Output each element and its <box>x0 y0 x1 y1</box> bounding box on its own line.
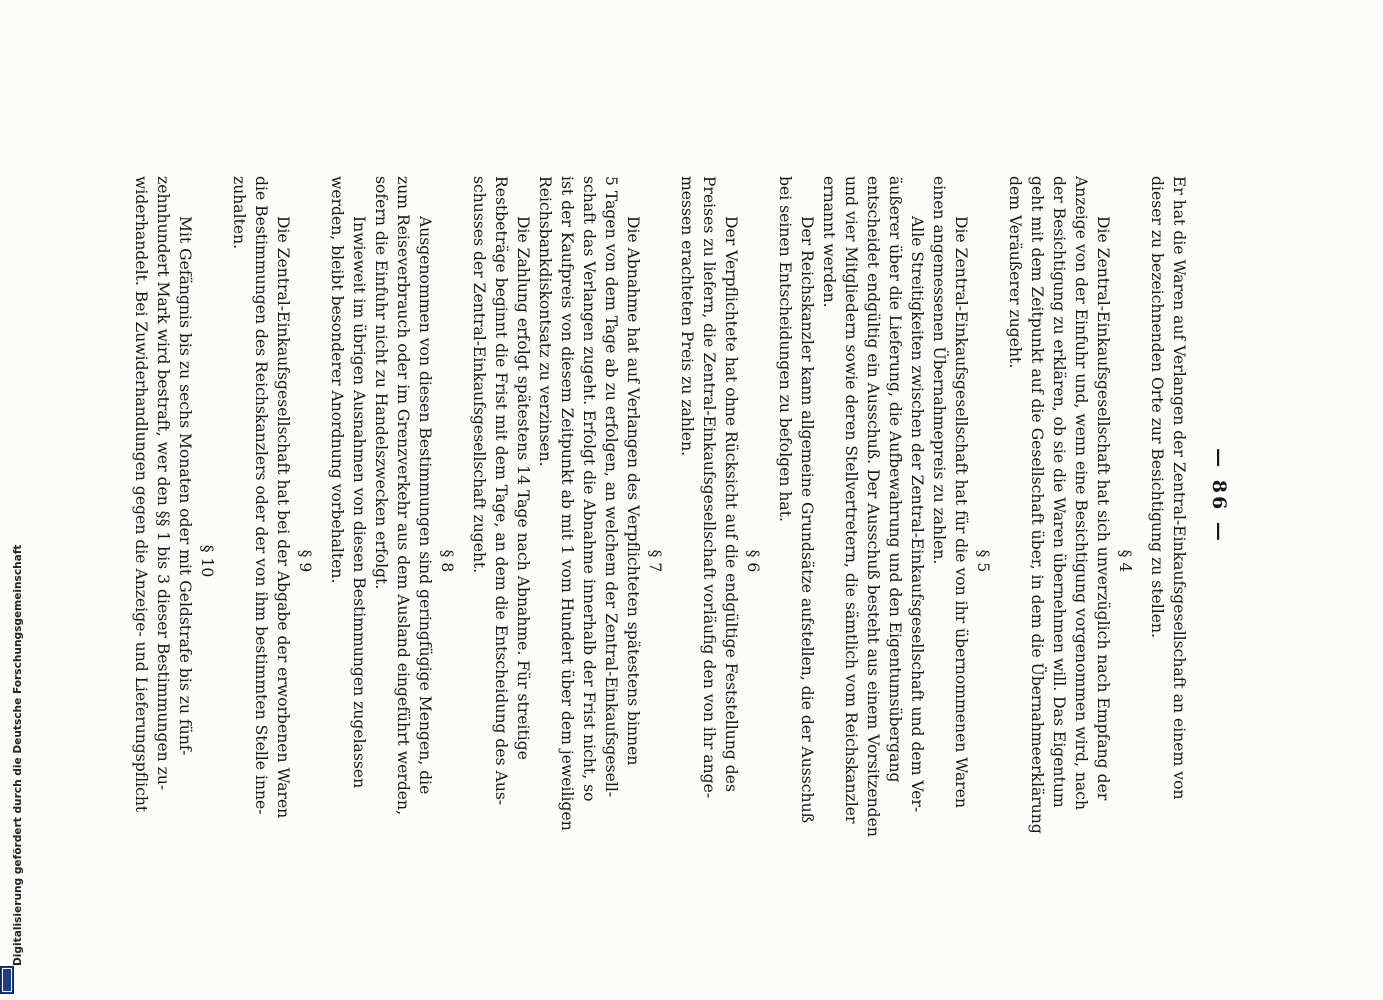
p5-line-3: Alle Streitigkeiten zwischen der Zentral-Einkaufsgesellschaft und dem Ver- <box>908 216 926 813</box>
p5-line-5: entscheidet endgültig ein Ausschuß. Der Ausschuß besteht aus einem Vorsitzenden <box>864 176 882 837</box>
intro-line-1: Er hat die Waren auf Verlangen der Zentral-Einkaufsgesellschaft an einem von <box>1170 176 1188 800</box>
digitization-credit <box>0 544 24 966</box>
p9-line-1: Die Zentral-Einkaufsgesellschaft hat bei der Abgabe der erworbenen Waren <box>274 216 292 819</box>
p4-line-3: der Besichtigung zu erklären, ob sie die Waren übernehmen will. Das Eigentum <box>1050 176 1068 808</box>
page-number: — 86 — <box>1208 448 1230 544</box>
p8-line-2: zum Reiseverbrauch oder im Grenzverkehr aus dem Ausland eingeführt werden, <box>394 176 412 816</box>
p9-line-2: die Bestimmungen des Reichskanzlers oder der von ihm bestimmten Stelle inne- <box>252 176 270 815</box>
section-heading-10: § 10 <box>198 544 216 578</box>
p4-line-1: Die Zentral-Einkaufsgesellschaft hat sich unverzüglich nach Empfang der <box>1094 216 1112 801</box>
p8-line-5: werden, bleibt besonderer Anordnung vorbehalten. <box>328 176 346 584</box>
p7-line-3: schaft das Verlangen zugeht. Erfolgt die Abnahme innerhalb der Frist nicht, so <box>580 176 598 802</box>
section-heading-4: § 4 <box>1116 549 1134 573</box>
p4-line-4: geht mit dem Zeitpunkt auf die Gesellschaft über, in dem die Übernahmeerklärung <box>1028 176 1046 834</box>
p4-line-2: Anzeige von der Einfuhr und, wenn eine Besichtigung vorgenommen wird, nach <box>1072 176 1090 811</box>
section-heading-6: § 6 <box>744 549 762 573</box>
p10-line-2: zehnhundert Mark wird bestraft, wer den §§ 1 bis 3 dieser Bestimmungen zu- <box>154 176 172 791</box>
p6-line-2: Preises zu liefern, die Zentral-Einkaufsgesellschaft vorläufig den von ihr ange- <box>700 176 718 799</box>
p8-line-3: sofern die Einfuhr nicht zu Handelszwecken erfolgt. <box>372 176 390 590</box>
p9-line-3: zuhalten. <box>230 176 248 250</box>
p7-line-8: schusses der Zentral-Einkaufsgesellschaft zugeht. <box>470 176 488 574</box>
p7-line-5: Reichsbankdiskontsatz zu verzinsen. <box>536 176 554 467</box>
p5-line-1: Die Zentral-Einkaufsgesellschaft hat für die von ihr übernommenen Waren <box>952 216 970 809</box>
p5-line-8: Der Reichskanzler kann allgemeine Grundsätze aufstellen, die der Ausschuß <box>798 216 816 824</box>
p6-line-3: messen erachteten Preis zu zahlen. <box>678 176 696 457</box>
p7-line-6: Die Zahlung erfolgt spätestens 14 Tage nach Abnahme. Für streitige <box>514 216 532 760</box>
p7-line-7: Restbeträge beginnt die Frist mit dem Tage, an dem die Entscheidung des Aus- <box>492 176 510 806</box>
dfg-logo-icon <box>0 966 14 994</box>
rotated-text-block <box>130 176 1230 976</box>
p6-line-1: Der Verpflichtete hat ohne Rücksicht auf die endgültige Feststellung des <box>722 216 740 793</box>
p7-line-2: 5 Tagen von dem Tage ab zu erfolgen, an welchem der Zentral-Einkaufsgesell- <box>602 176 620 798</box>
p4-line-5: dem Veräußerer zugeht. <box>1006 176 1024 369</box>
p8-line-1: Ausgenommen von diesen Bestimmungen sind geringfügige Mengen, die <box>416 216 434 795</box>
p7-line-4: ist der Kaufpreis von diesem Zeitpunkt ab mit 1 vom Hundert über dem jeweiligen <box>558 176 576 831</box>
p5-line-9: bei seinen Entscheidungen zu befolgen hat. <box>776 176 794 522</box>
section-heading-7: § 7 <box>646 549 664 573</box>
p5-line-7: ernannt werden. <box>820 176 838 308</box>
p5-line-6: und vier Mitgliedern sowie deren Stellvertretern, die sämtlich vom Reichskanzler <box>842 176 860 824</box>
digitization-credit-text: Digitalisierung gefördert durch die Deutsche Forschungsgemeinschaft <box>12 544 24 966</box>
p10-line-1: Mit Gefängnis bis zu sechs Monaten oder mit Geldstrafe bis zu fünf- <box>176 216 194 756</box>
p7-line-1: Die Abnahme hat auf Verlangen des Verpflichteten spätestens binnen <box>624 216 642 766</box>
section-heading-8: § 8 <box>438 549 456 573</box>
section-heading-9: § 9 <box>296 549 314 573</box>
intro-line-2: dieser zu bezeichnenden Orte zur Besichtigung zu stellen. <box>1148 176 1166 638</box>
p5-line-2: einen angemessenen Übernahmepreis zu zahlen. <box>930 176 948 565</box>
p10-line-3: widerhandelt. Bei Zuwiderhandlungen gegen die Anzeige- und Lieferungspflicht <box>132 176 150 813</box>
p5-line-4: äußerer über die Lieferung, die Aufbewahrung und den Eigentumsübergang <box>886 176 904 783</box>
p8-line-4: Inwieweit im übrigen Ausnahmen von diesen Bestimmungen zugelassen <box>350 216 368 789</box>
section-heading-5: § 5 <box>974 549 992 573</box>
